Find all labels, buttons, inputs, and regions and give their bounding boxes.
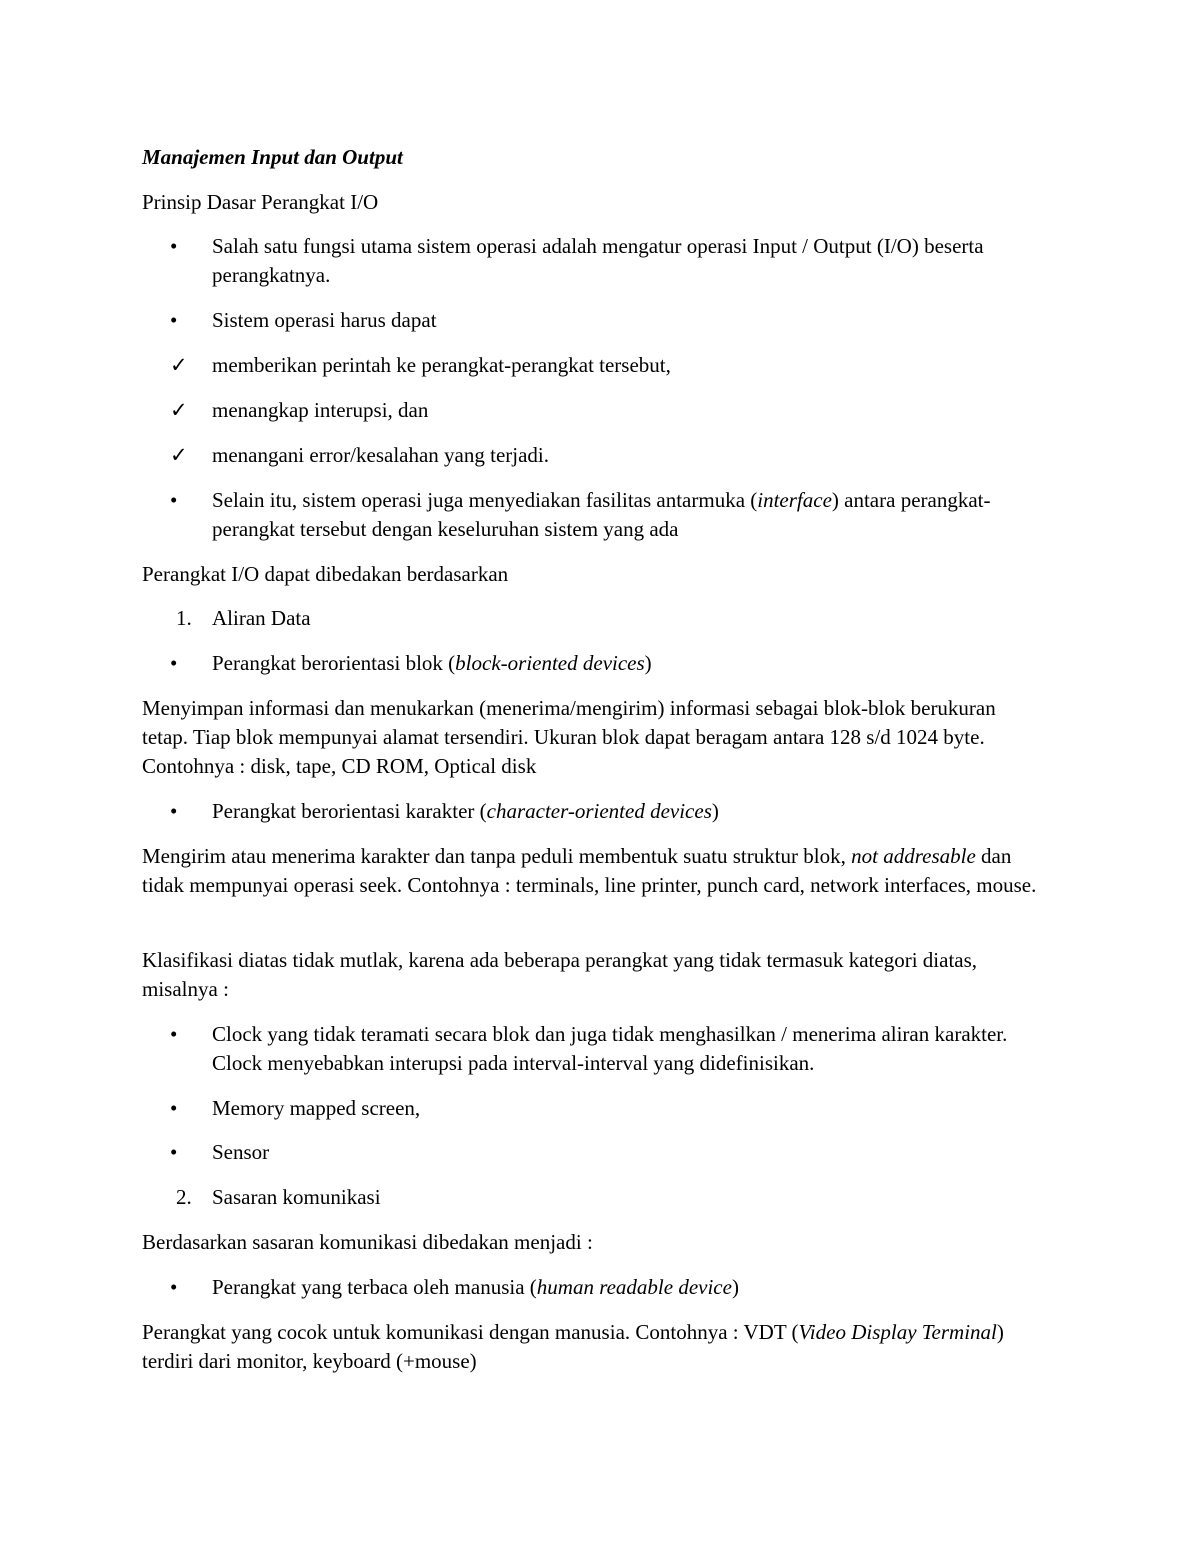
bullet-marker: • [170,1096,178,1120]
list-item-text: Sasaran komunikasi [212,1185,381,1209]
bullet-marker: • [170,651,178,675]
list-item-text: Perangkat berorientasi blok (block-oriented devices) [212,651,652,675]
bullet-marker: • [170,308,178,332]
list-item-text: menangani error/kesalahan yang terjadi. [212,443,550,467]
paragraph: Klasifikasi diatas tidak mutlak, karena ada beberapa perangkat yang tidak termasuk kategori diatas, misalnya : [142,948,978,1001]
paragraph: Perangkat I/O dapat dibedakan berdasarkan [142,562,509,586]
document-title: Manajemen Input dan Output [142,145,403,169]
bullet-marker: • [170,488,178,512]
number-marker: 1. [176,606,192,630]
list-item-text: Memory mapped screen, [212,1096,421,1120]
paragraph: Menyimpan informasi dan menukarkan (menerima/mengirim) informasi sebagai blok-blok berukuran tetap. Tiap blok mempunyai alamat tersendiri. Ukuran blok dapat beragam antara 128 s/d 1024 byte. Contohnya : disk, tape, CD ROM, Optical disk [142,696,996,778]
bullet-marker: • [170,799,178,823]
paragraph: Mengirim atau menerima karakter dan tanpa peduli membentuk suatu struktur blok, not addresable dan tidak mempunyai operasi seek. Contohnya : terminals, line printer, punch card, network interfaces, mouse. [142,844,1037,897]
number-marker: 2. [176,1185,192,1209]
paragraph: Perangkat yang cocok untuk komunikasi dengan manusia. Contohnya : VDT (Video Display Terminal) terdiri dari monitor, keyboard (+mouse) [142,1320,1004,1373]
list-item-text: memberikan perintah ke perangkat-perangkat tersebut, [212,353,671,377]
check-icon: ✓ [170,353,188,377]
paragraph: Berdasarkan sasaran komunikasi dibedakan menjadi : [142,1230,593,1254]
list-item-text: Aliran Data [212,606,311,630]
bullet-marker: • [170,1140,178,1164]
check-icon: ✓ [170,443,188,467]
list-item-text: Sensor [212,1140,270,1164]
list-item-text: menangkap interupsi, dan [212,398,429,422]
bullet-marker: • [170,1022,178,1046]
check-icon: ✓ [170,398,188,422]
list-item-text: Salah satu fungsi utama sistem operasi adalah mengatur operasi Input / Output (I/O) beserta perangkatnya. [212,234,984,287]
section-heading: Prinsip Dasar Perangkat I/O [142,190,379,214]
list-item-text: Perangkat yang terbaca oleh manusia (human readable device) [212,1275,739,1299]
list-item-text: Sistem operasi harus dapat [212,308,437,332]
list-item-text: Clock yang tidak teramati secara blok dan juga tidak menghasilkan / menerima aliran karakter. Clock menyebabkan interupsi pada interval-interval yang didefinisikan. [212,1022,1008,1075]
bullet-marker: • [170,1275,178,1299]
bullet-marker: • [170,234,178,258]
list-item-text: Perangkat berorientasi karakter (character-oriented devices) [212,799,719,823]
list-item-text: Selain itu, sistem operasi juga menyediakan fasilitas antarmuka (interface) antara perangkat-perangkat tersebut dengan keseluruhan sistem yang ada [212,488,991,541]
